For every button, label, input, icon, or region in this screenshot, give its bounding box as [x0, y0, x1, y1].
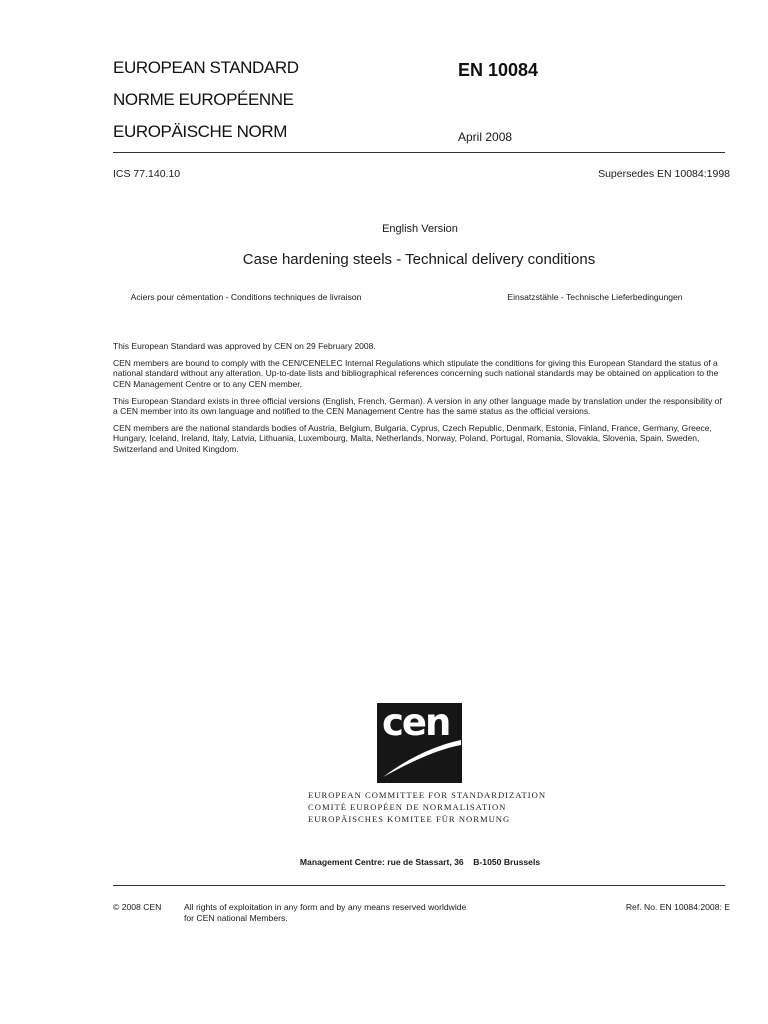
- management-centre-address: Management Centre: rue de Stassart, 36 B-1050 Brussels: [299, 857, 541, 867]
- copyright: © 2008 CEN: [113, 902, 162, 912]
- title-german-translation: Einsatzstähle - Technische Lieferbedingungen: [507, 292, 683, 302]
- cen-logo-text: cen: [382, 703, 450, 744]
- publication-date: April 2008: [458, 130, 513, 144]
- version-label: English Version: [382, 223, 458, 235]
- supersedes: Supersedes EN 10084:1998: [598, 168, 730, 180]
- title-german: EUROPÄISCHE NORM: [113, 122, 288, 141]
- committee-german: EUROPÄISCHES KOMITEE FÜR NORMUNG: [308, 814, 511, 824]
- reference-number: Ref. No. EN 10084:2008: E: [625, 902, 730, 912]
- paragraph-members: CEN members are the national standards bodies of Austria, Belgium, Bulgaria, Cyprus, Czech Republic, Denmark, Estonia, Finland, France, Germany, Greece, Hungary, Iceland, Ireland, Italy, Latvia, Lithuania, Luxembourg, Malta, Netherlands, Norway, Poland, Portugal, Romania, Slovakia, Slovenia, Spain, Sweden, Switzerland and United Kingdom.: [113, 423, 712, 454]
- title-english: EUROPEAN STANDARD: [113, 58, 299, 77]
- title-french: NORME EUROPÉENNE: [113, 90, 294, 109]
- ics-code: ICS 77.140.10: [113, 168, 181, 180]
- committee-french: COMITÉ EUROPÉEN DE NORMALISATION: [308, 802, 507, 812]
- document-title: Case hardening steels - Technical delivery conditions: [242, 251, 596, 268]
- title-french-translation: Aciers pour cémentation - Conditions techniques de livraison: [130, 292, 362, 302]
- standard-number: EN 10084: [458, 60, 539, 80]
- body-text: [113, 341, 725, 461]
- paragraph-versions: This European Standard exists in three official versions (English, French, German). A version in any other language made by translation under the responsibility of a CEN member into its own language and notified to the CEN Management Centre has the same status as the official versions.: [113, 395, 722, 417]
- rights-statement: All rights of exploitation in any form and by any means reserved worldwide for CEN national Members.: [184, 902, 467, 923]
- header-divider: [113, 152, 725, 153]
- cen-logo: [377, 703, 462, 783]
- footer-divider: [113, 885, 725, 886]
- committee-english: EUROPEAN COMMITTEE FOR STANDARDIZATION: [308, 790, 547, 800]
- paragraph-approval: This European Standard was approved by CEN on 29 February 2008.: [113, 341, 376, 351]
- paragraph-regulations: CEN members are bound to comply with the CEN/CENELEC Internal Regulations which stipulate the conditions for giving this European Standard the status of a national standard without any alteration. Up-to-date lists and bibliographical references concerning such national standards may be obtained on application to the CEN Management Centre or to any CEN member.: [113, 358, 719, 389]
